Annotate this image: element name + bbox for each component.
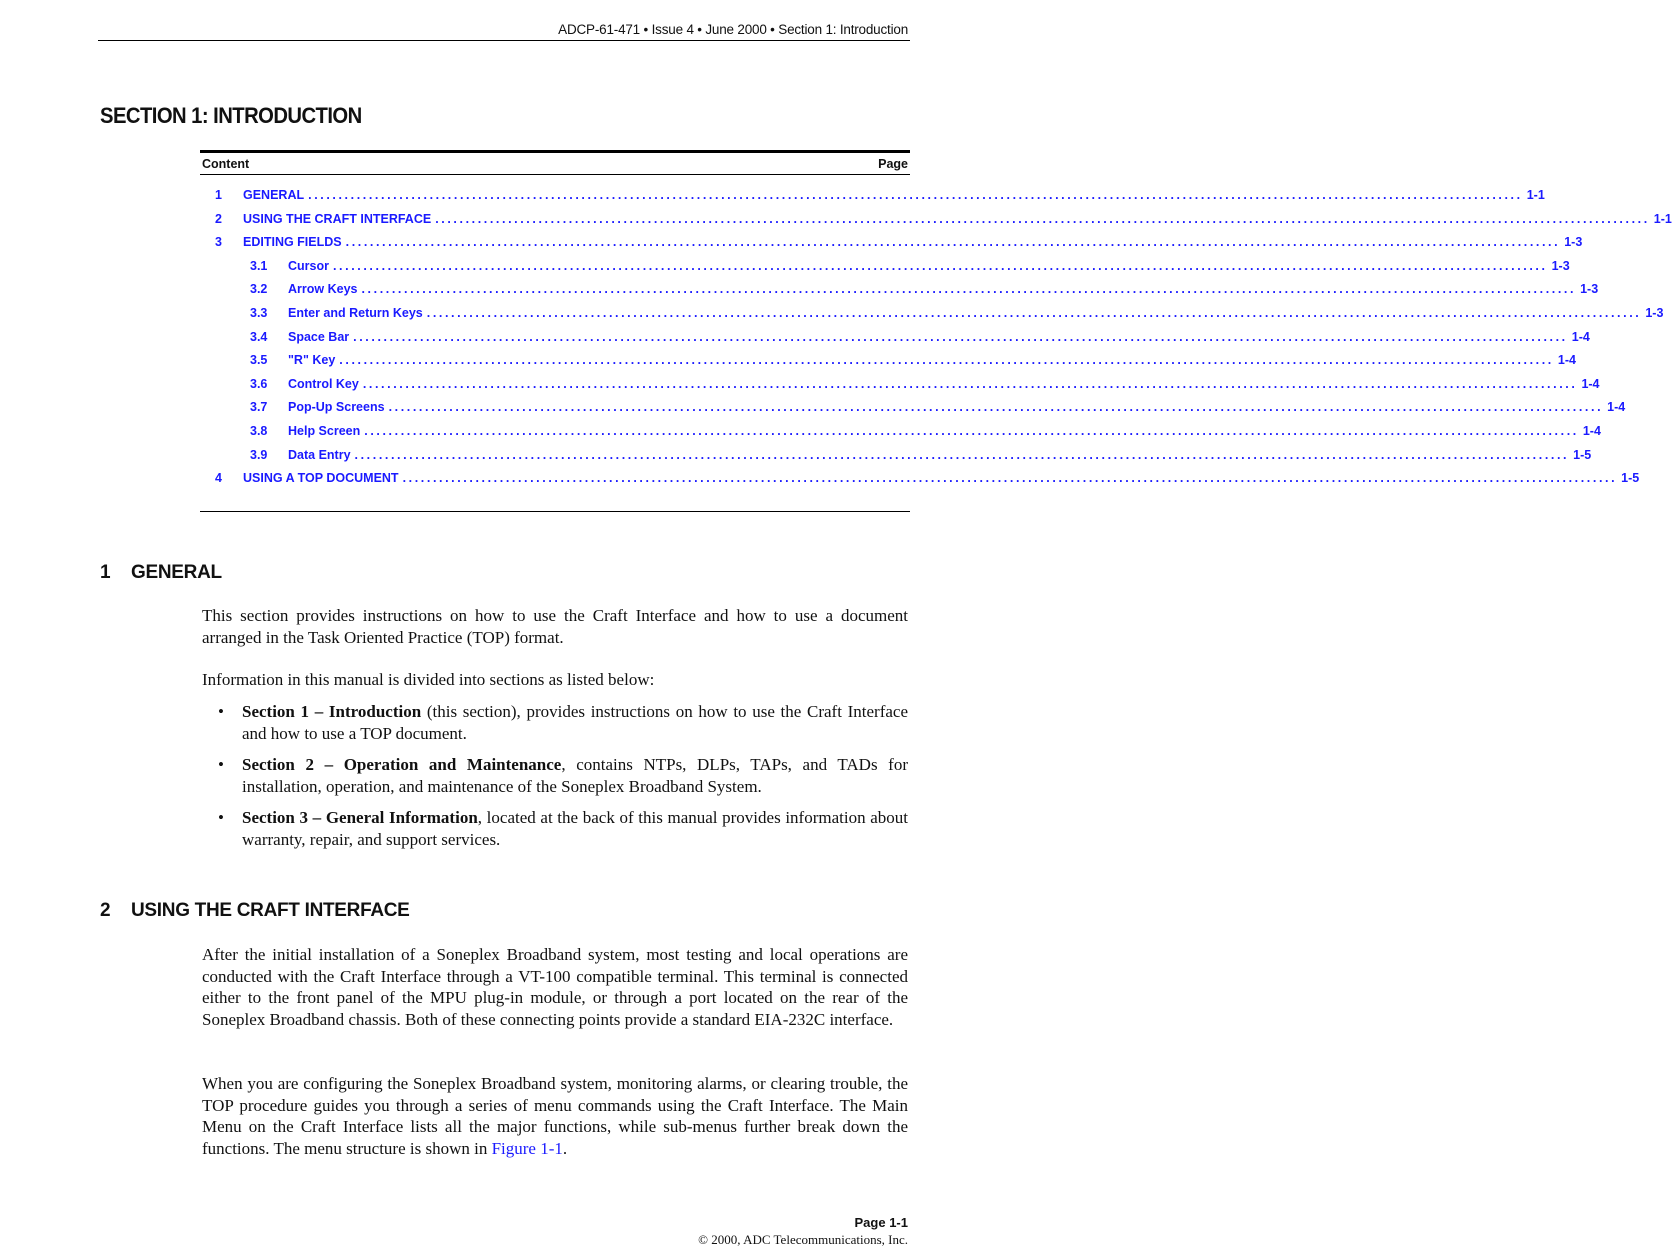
list-item-bold: Section 2 – Operation and Maintenance [242, 755, 562, 775]
toc-entry-page: 1-3 [1564, 235, 1583, 250]
toc-leader: ........................................................................................................................................................................................................ [435, 211, 1650, 226]
toc-entry-title: GENERAL [243, 188, 305, 202]
heading-text: USING THE CRAFT INTERFACE [131, 900, 410, 921]
heading-number: 2 [100, 900, 111, 921]
toc-entry-number: 3.5 [250, 353, 268, 368]
toc-entry-help-screen[interactable] [200, 423, 1601, 448]
toc-entry-page: 1-1 [1653, 211, 1672, 226]
paragraph-text: Information in this manual is divided into sections as listed below: [202, 670, 655, 689]
paragraph-text: This section provides instructions on how to use the Craft Interface and how to use a document arranged in the Task Oriented Practice (TOP) format. [202, 606, 908, 647]
list-item-bold: Section 3 – General Information [242, 808, 478, 828]
toc-entry-title: Cursor [288, 258, 329, 273]
toc-leader: ........................................................................................................................................................................................................ [354, 447, 1570, 462]
toc-entry-title: EDITING FIELDS [243, 235, 342, 250]
toc-entry-title: USING THE CRAFT INTERFACE [243, 211, 432, 226]
toc-list [200, 188, 1672, 495]
toc-entry-data-entry[interactable] [200, 447, 1592, 472]
paragraph-text-run: When you are configuring the Soneplex Broadband system, monitoring alarms, or clearing trouble, the TOP procedure guides you through a series of menu commands using the Craft Interface. The Main Menu on the Craft Interface lists all the major functions, while sub-menus further break down the functions. The menu structure is shown in [202, 1074, 908, 1158]
toc-entry-number: 2 [215, 211, 222, 226]
toc-entry-title: Space Bar [288, 329, 350, 344]
bullet-icon: • [218, 755, 224, 775]
toc-entry-title: Data Entry [288, 447, 351, 462]
toc-entry-page: 1-4 [1557, 353, 1576, 368]
general-paragraph-1 [202, 605, 908, 648]
toc-entry-page: 1-3 [1580, 282, 1599, 297]
toc-entry-r-key[interactable] [200, 353, 1576, 377]
toc-bottom-rule [200, 511, 910, 512]
toc-entry-using-top-document[interactable] [200, 471, 1640, 495]
toc-entry-number: 1 [215, 188, 222, 202]
toc-entry-number: 3.1 [250, 258, 268, 273]
toc-entry-number: 3.8 [250, 423, 268, 438]
toc-entry-general[interactable] [200, 188, 1545, 212]
section-title: SECTION 1: INTRODUCTION [100, 103, 362, 128]
toc-entry-page: 1-4 [1571, 329, 1590, 344]
toc-entry-number: 3 [215, 235, 222, 250]
toc-entry-enter-return-keys[interactable] [200, 305, 1664, 330]
toc-leader: ........................................................................................................................................................................................................ [345, 235, 1561, 250]
heading-using-craft-interface [100, 900, 410, 922]
general-paragraph-2 [202, 669, 908, 691]
toc-entry-title: Pop-Up Screens [288, 400, 385, 415]
list-item [218, 701, 908, 744]
list-item-text: , located at the back of this manual provides information about warranty, repair, and support services. [242, 808, 909, 849]
heading-number: 1 [100, 562, 111, 583]
list-item-bold: Section 1 – Introduction [242, 702, 422, 721]
toc-entry-page: 1-4 [1581, 376, 1600, 391]
toc-entry-title: Arrow Keys [288, 282, 358, 297]
paragraph-text-run: . [562, 1138, 568, 1158]
header-rule [98, 40, 910, 41]
toc-page-label: Page [878, 157, 908, 171]
craft-paragraph-2 [202, 1073, 908, 1159]
paragraph-text: After the initial installation of a Soneplex Broadband system, most testing and local operations are conducted with the Craft Interface through a VT-100 compatible terminal. This terminal is connected either to the front panel of the MPU plug-in module, or through a port located on the rear of the Soneplex Broadband chassis. Both of these connecting points provide a standard EIA-232C interface. [202, 945, 908, 1029]
list-item-text: (this section), provides instructions on how to use the Craft Interface and how to use a TOP document. [242, 702, 908, 743]
bullet-icon: • [218, 808, 224, 828]
toc-header-rule [200, 174, 910, 175]
toc-entry-number: 3.3 [250, 305, 268, 320]
toc-entry-title: USING A TOP DOCUMENT [243, 471, 399, 486]
toc-leader: ........................................................................................................................................................................................................ [332, 258, 1548, 273]
table-of-contents [200, 150, 1672, 495]
toc-entry-page: 1-4 [1582, 423, 1601, 438]
toc-entry-title: Control Key [288, 376, 359, 391]
toc-leader: ........................................................................................................................................................................................................ [362, 376, 1578, 391]
toc-entry-number: 3.4 [250, 329, 268, 344]
paragraph-text [202, 1073, 908, 1159]
toc-entry-page: 1-3 [1645, 305, 1664, 320]
figure-1-1-link[interactable]: Figure 1-1 [491, 1138, 563, 1158]
list-item-text: , contains NTPs, DLPs, TAPs, and TADs for installation, operation, and maintenance of the Soneplex Broadband System. [242, 755, 908, 796]
toc-entry-page: 1-5 [1621, 471, 1640, 486]
heading-general [100, 562, 222, 584]
toc-entry-number: 3.9 [250, 447, 268, 462]
toc-leader: ........................................................................................................................................................................................................ [308, 188, 1523, 202]
toc-content-label: Content [202, 157, 250, 171]
toc-entry-title: Help Screen [288, 423, 361, 438]
toc-entry-control-key[interactable] [200, 376, 1600, 401]
toc-header [200, 153, 910, 174]
toc-entry-title: "R" Key [288, 353, 336, 368]
bullet-icon: • [218, 702, 224, 721]
toc-entry-space-bar[interactable] [200, 329, 1590, 354]
toc-entry-number: 3.6 [250, 376, 268, 391]
toc-entry-number: 3.7 [250, 400, 268, 415]
copyright: © 2000, ADC Telecommunications, Inc. [698, 1232, 908, 1247]
toc-leader: ........................................................................................................................................................................................................ [339, 353, 1554, 368]
list-item [218, 807, 908, 850]
toc-entry-arrow-keys[interactable] [200, 282, 1599, 306]
heading-text: GENERAL [131, 562, 222, 583]
toc-leader: ........................................................................................................................................................................................................ [426, 305, 1642, 320]
section-list [218, 701, 908, 851]
list-item [218, 754, 908, 797]
toc-entry-page: 1-4 [1607, 400, 1626, 415]
toc-entry-using-craft-interface[interactable] [200, 211, 1672, 236]
toc-leader: ........................................................................................................................................................................................................ [364, 423, 1579, 438]
toc-entry-cursor[interactable] [200, 258, 1570, 283]
toc-entry-pop-up-screens[interactable] [200, 400, 1626, 424]
toc-leader: ........................................................................................................................................................................................................ [353, 329, 1568, 344]
running-head: ADCP-61-471 • Issue 4 • June 2000 • Section 1: Introduction [558, 22, 908, 37]
toc-entry-page: 1-3 [1551, 258, 1570, 273]
toc-leader: ........................................................................................................................................................................................................ [388, 400, 1604, 415]
toc-entry-page: 1-5 [1573, 447, 1592, 462]
toc-leader: ........................................................................................................................................................................................................ [361, 282, 1577, 297]
toc-entry-number: 4 [215, 471, 222, 486]
toc-entry-editing-fields[interactable] [200, 235, 1583, 259]
toc-leader: ........................................................................................................................................................................................................ [402, 471, 1618, 486]
toc-entry-page: 1-1 [1526, 188, 1545, 202]
toc-entry-number: 3.2 [250, 282, 268, 297]
page-number: Page 1-1 [854, 1215, 908, 1230]
toc-entry-title: Enter and Return Keys [288, 305, 423, 320]
craft-paragraph-1 [202, 944, 908, 1030]
